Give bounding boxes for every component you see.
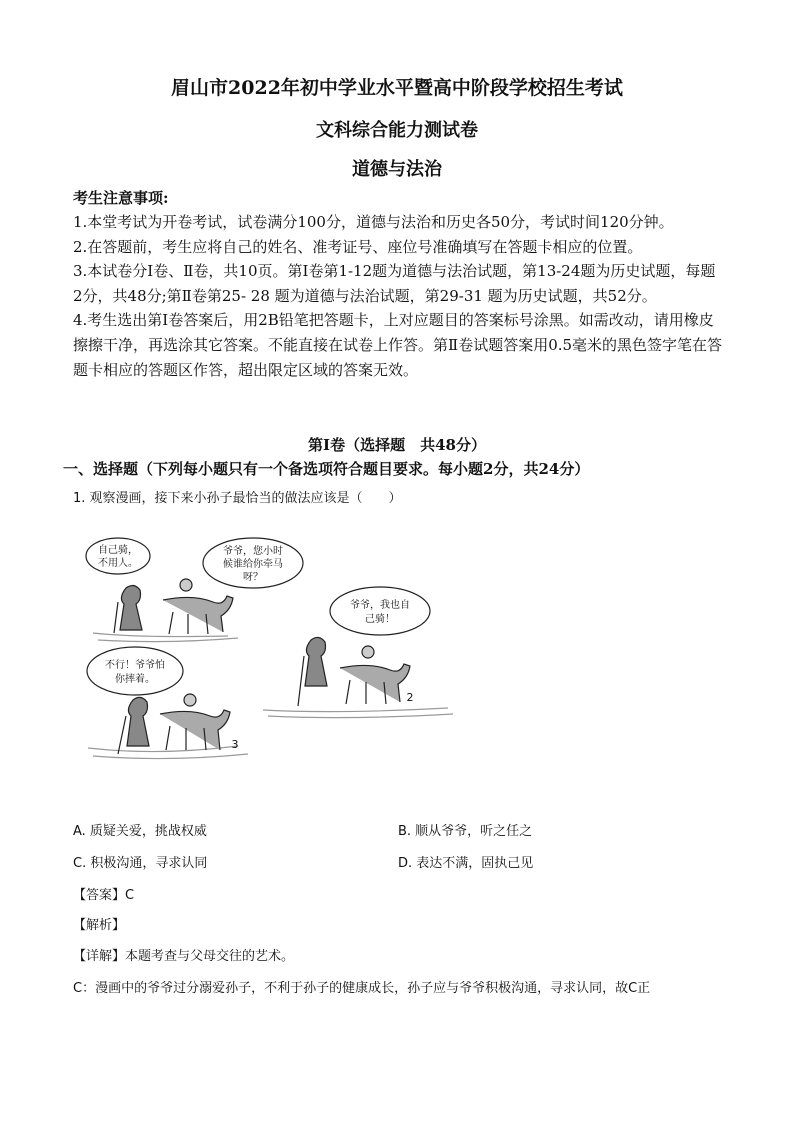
notes-title: 考生注意事项: bbox=[73, 189, 169, 207]
exam-subtitle: 文科综合能力测试卷 bbox=[316, 120, 478, 141]
notes-list bbox=[73, 210, 723, 382]
grandpa-figure bbox=[127, 697, 149, 746]
speech-bubble bbox=[330, 587, 430, 635]
analysis-label: 【解析】 bbox=[73, 918, 126, 933]
note-item: 3.本试卷分Ⅰ卷、Ⅱ卷，共10页。第Ⅰ卷第1-12题为道德与法治试题，第13-24题为历史试题，每题2分，共48分;第Ⅱ卷第25- 28 题为道德与法治试题，第29-31 题为历史试题，共52分。 bbox=[73, 262, 716, 305]
child-figure bbox=[184, 694, 196, 706]
note-item: 1.本堂考试为开卷考试，试卷满分100分，道德与法治和历史各50分，考试时间120分钟。 bbox=[73, 213, 674, 231]
detail-line bbox=[73, 945, 294, 964]
bubble-text: 自己骑， bbox=[98, 545, 138, 556]
option-d[interactable]: D. 表达不满，固执己见 bbox=[398, 856, 534, 871]
multiple-choice-heading: 一、选择题（下列每小题只有一个备选项符合题目要求。每小题2分，共24分） bbox=[63, 460, 590, 478]
option-a[interactable]: A. 质疑关爱，挑战权威 bbox=[73, 824, 207, 839]
speech-bubble bbox=[87, 647, 183, 695]
grandpa-figure bbox=[305, 637, 327, 686]
panel-number: 3 bbox=[231, 738, 239, 751]
bubble-text: 呀？ bbox=[243, 572, 263, 583]
comic-illustration bbox=[78, 528, 468, 773]
exam-title: 眉山市2022年初中学业水平暨高中阶段学校招生考试 bbox=[171, 77, 623, 99]
answer-line bbox=[73, 884, 134, 903]
panel-number: 2 bbox=[406, 691, 414, 704]
explanation-text: C：漫画中的爷爷过分溺爱孙子，不利于孙子的健康成长，孙子应与爷爷积极沟通，寻求认同，故C正 bbox=[73, 981, 651, 996]
question-stem: 1. 观察漫画，接下来小孙子最恰当的做法应该是（ ） bbox=[73, 491, 402, 506]
grandpa-figure bbox=[120, 585, 142, 630]
bubble-text: 不行！爷爷怕 bbox=[105, 660, 165, 671]
note-item: 4.考生选出第Ⅰ卷答案后，用2B铅笔把答题卡，上对应题目的答案标号涂黑。如需改动，请用橡皮擦擦干净，再选涂其它答案。不能直接在试卷上作答。第Ⅱ卷试题答案用0.5毫米的黑色签字笔在答题卡相应的答题区作答，超出限定区域的答案无效。 bbox=[73, 311, 723, 379]
bubble-text: 爷爷，您小时 bbox=[223, 546, 283, 557]
note-item: 2.在答题前，考生应将自己的姓名、准考证号、座位号准确填写在答题卡相应的位置。 bbox=[73, 237, 643, 256]
option-c[interactable]: C. 积极沟通，寻求认同 bbox=[73, 856, 208, 871]
bubble-text: 爷爷，我也自 bbox=[350, 600, 410, 611]
child-figure bbox=[362, 646, 374, 658]
option-b[interactable]: B. 顺从爷爷，听之任之 bbox=[398, 824, 533, 839]
bubble-text: 你摔着。 bbox=[115, 674, 155, 685]
horse-figure bbox=[163, 596, 233, 634]
detail-text: 本题考查与父母交往的艺术。 bbox=[125, 949, 295, 964]
detail-label: 【详解】 bbox=[73, 949, 126, 964]
bubble-text: 不用人。 bbox=[98, 558, 138, 569]
horse-figure bbox=[340, 664, 410, 704]
child-figure bbox=[180, 579, 192, 591]
subject-title: 道德与法治 bbox=[352, 159, 442, 180]
horse-figure bbox=[160, 710, 230, 750]
answer-value: C bbox=[125, 888, 135, 903]
bubble-text: 己骑！ bbox=[365, 614, 395, 625]
bubble-text: 候谁给你牵马 bbox=[223, 559, 283, 570]
answer-label: 【答案】 bbox=[73, 888, 126, 903]
section-heading: 第Ⅰ卷（选择题 共48分） bbox=[308, 436, 486, 454]
